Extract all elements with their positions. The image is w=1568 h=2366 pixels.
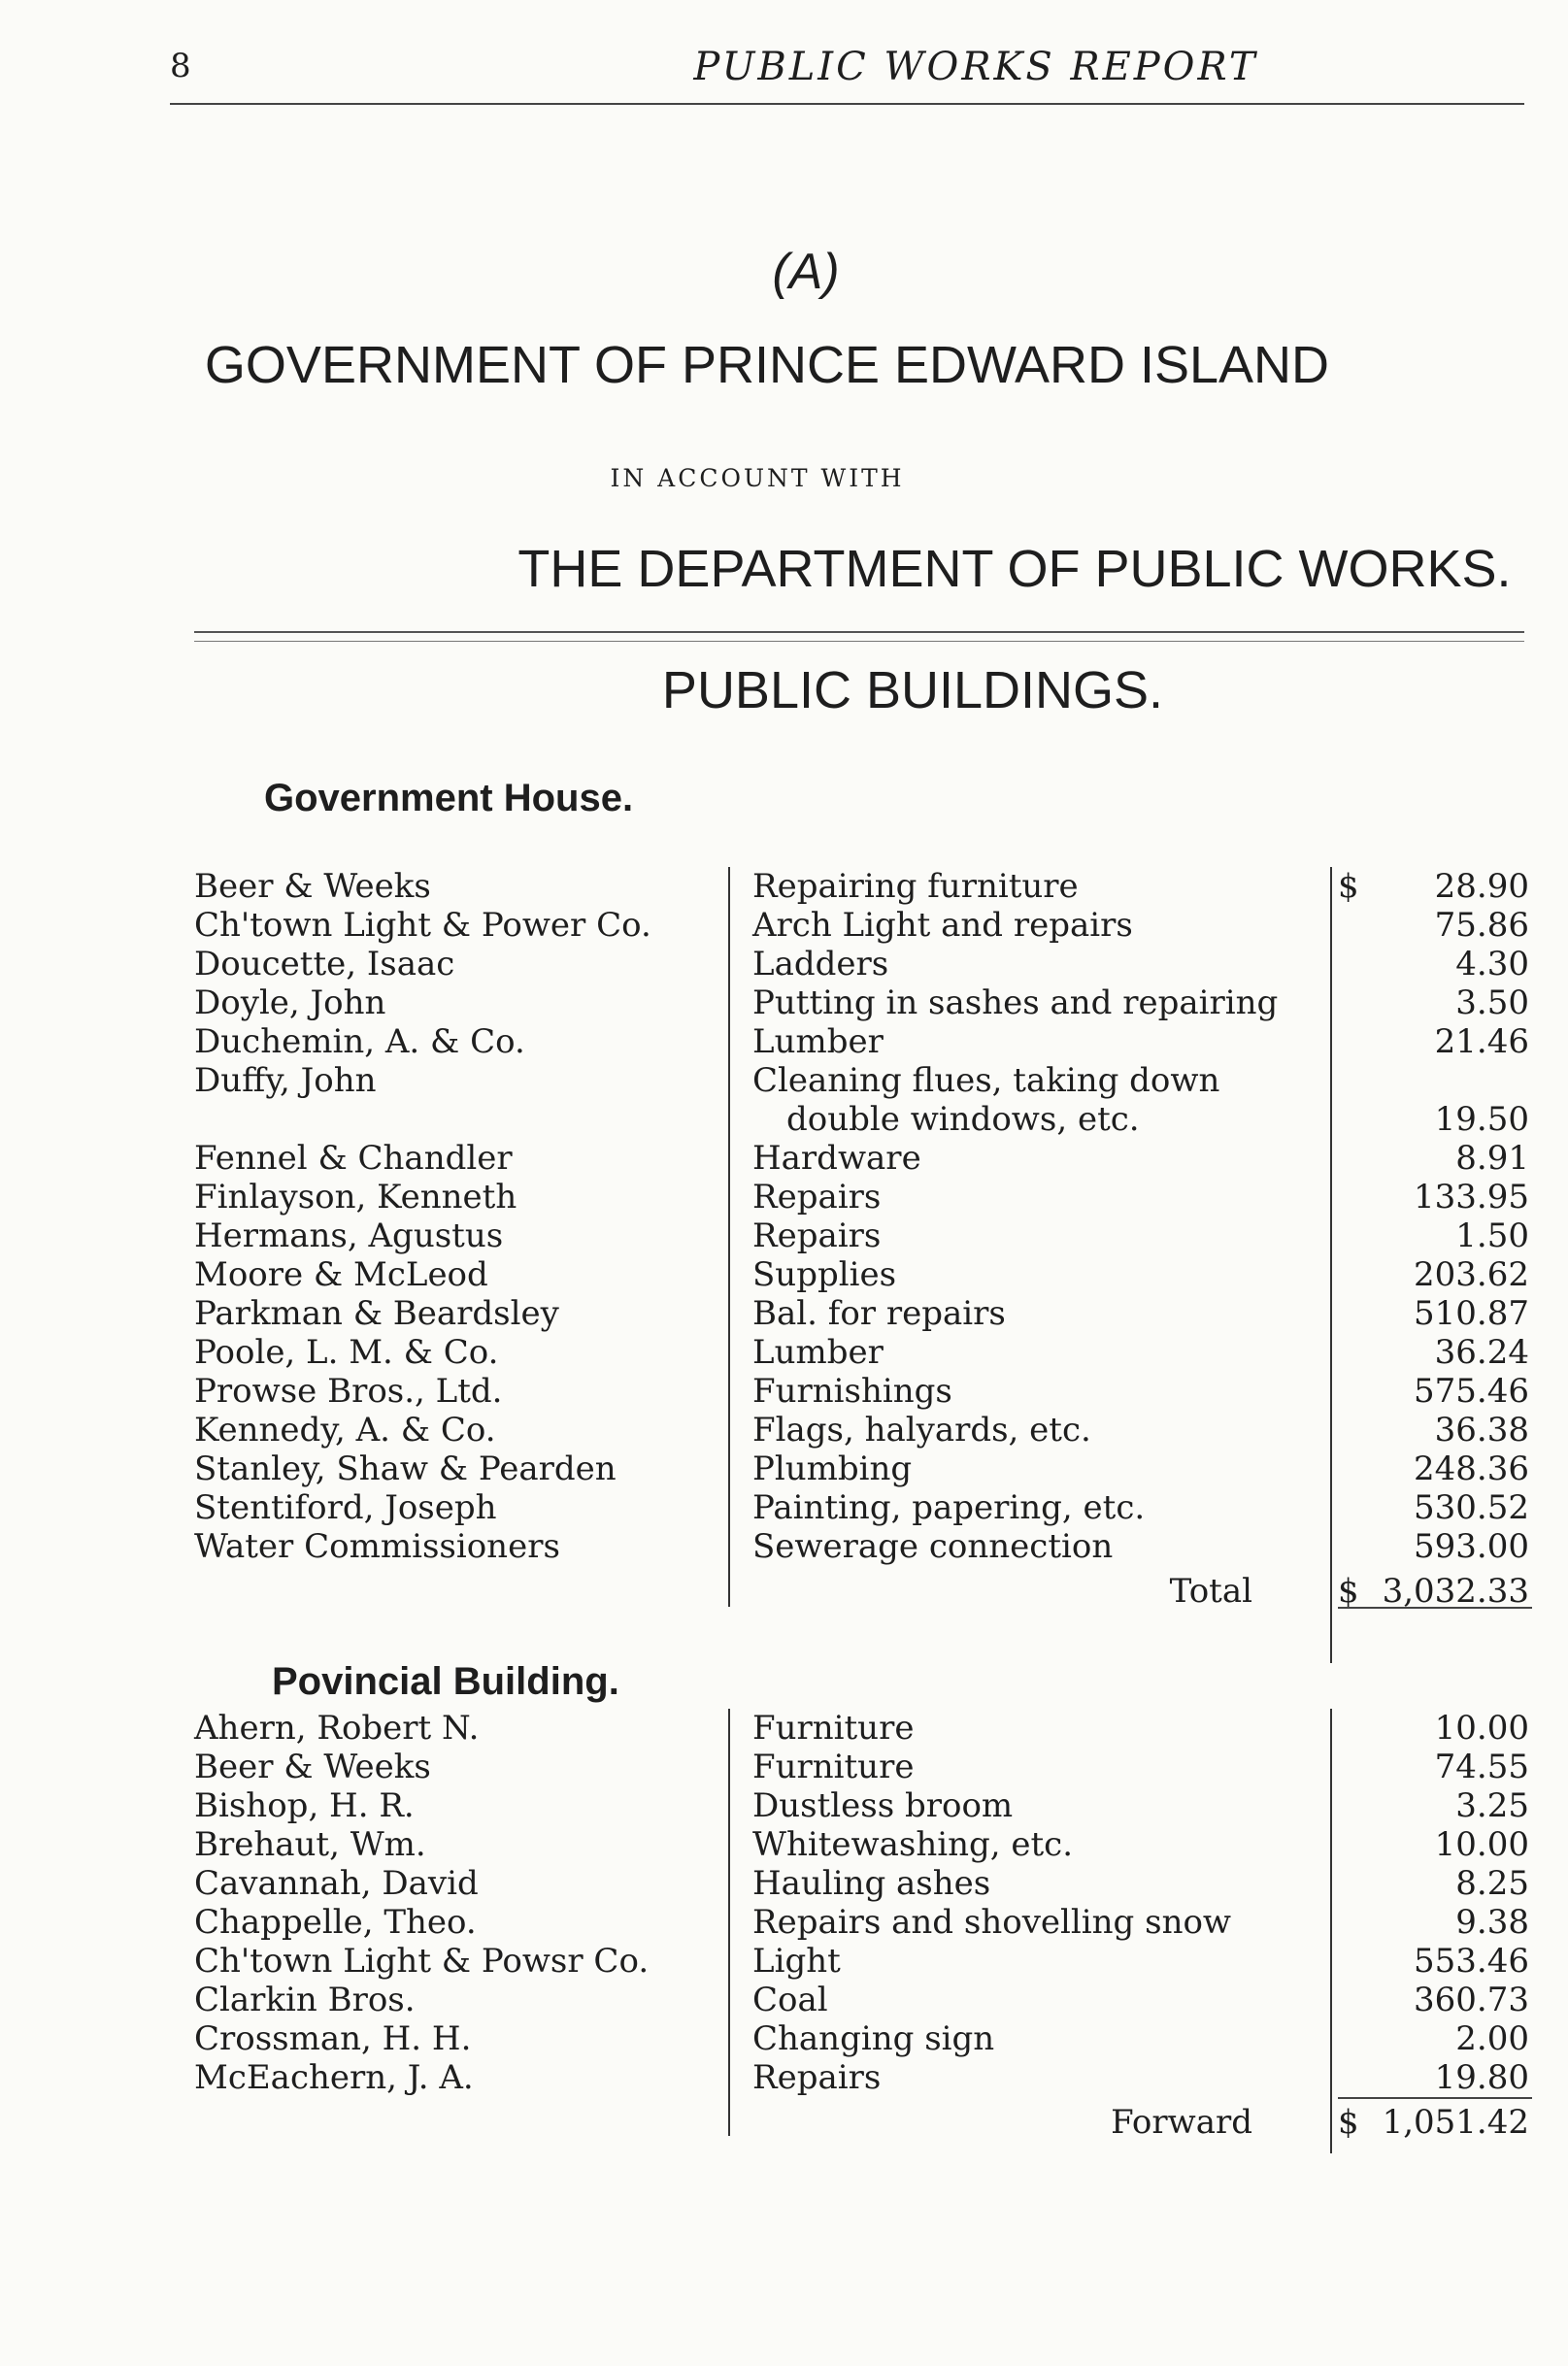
table-row xyxy=(0,983,1568,1022)
payee-name: Brehaut, Wm. xyxy=(194,1825,426,1864)
payee-name: Chappelle, Theo. xyxy=(194,1903,477,1942)
government-house-title: Government House. xyxy=(264,777,634,819)
item-description: Changing sign xyxy=(752,2019,995,2058)
item-description: Furnishings xyxy=(752,1372,952,1411)
table-row xyxy=(0,2058,1568,2097)
table-row xyxy=(0,2019,1568,2058)
provincial-building-title: Povincial Building. xyxy=(272,1660,619,1703)
payee-name: Moore & McLeod xyxy=(194,1255,488,1294)
item-description: Coal xyxy=(752,1981,828,2019)
table-row xyxy=(0,1864,1568,1903)
table-row xyxy=(0,1527,1568,1566)
amount: 8.91 xyxy=(1455,1139,1529,1178)
government-heading: GOVERNMENT OF PRINCE EDWARD ISLAND xyxy=(204,336,1330,394)
table-row xyxy=(0,945,1568,983)
section-heading: PUBLIC BUILDINGS. xyxy=(661,661,1164,719)
table-row xyxy=(0,867,1568,906)
amount: 9.38 xyxy=(1455,1903,1529,1942)
item-description: Repairs and shovelling snow xyxy=(752,1903,1232,1942)
payee-name: Kennedy, A. & Co. xyxy=(194,1411,496,1450)
table-row xyxy=(0,1100,1568,1139)
forward-amount: 1,051.42 xyxy=(1382,2103,1529,2142)
table-row xyxy=(0,906,1568,945)
amount: 8.25 xyxy=(1455,1864,1529,1903)
amount: 3.25 xyxy=(1455,1786,1529,1825)
payee-name: Stanley, Shaw & Pearden xyxy=(194,1450,617,1488)
item-description: Furniture xyxy=(752,1748,915,1786)
total-row xyxy=(0,1572,1568,1611)
payee-name: Ahern, Robert N. xyxy=(194,1709,480,1748)
amount: 10.00 xyxy=(1434,1825,1529,1864)
item-description: Bal. for repairs xyxy=(752,1294,1006,1333)
payee-name: Water Commissioners xyxy=(194,1527,560,1566)
amount: 36.38 xyxy=(1434,1411,1529,1450)
payee-name: Parkman & Beardsley xyxy=(194,1294,559,1333)
payee-name: Doucette, Isaac xyxy=(194,945,455,983)
table-row xyxy=(0,1488,1568,1527)
in-account-with: IN ACCOUNT WITH xyxy=(610,464,905,492)
payee-name: Beer & Weeks xyxy=(194,867,431,906)
amount: 4.30 xyxy=(1455,945,1529,983)
table-row xyxy=(0,1411,1568,1450)
item-description: Flags, halyards, etc. xyxy=(752,1411,1091,1450)
item-description: Repairing furniture xyxy=(752,867,1079,906)
item-description: Supplies xyxy=(752,1255,897,1294)
amount: 10.00 xyxy=(1434,1709,1529,1748)
item-description: Lumber xyxy=(752,1333,884,1372)
amount: 593.00 xyxy=(1414,1527,1529,1566)
table-row xyxy=(0,1903,1568,1942)
table-row xyxy=(0,1139,1568,1178)
item-description: Repairs xyxy=(752,1178,882,1216)
forward-label: Forward xyxy=(1111,2103,1252,2142)
amount: 2.00 xyxy=(1455,2019,1529,2058)
table-row xyxy=(0,1216,1568,1255)
amount: 203.62 xyxy=(1414,1255,1529,1294)
payee-name: Duchemin, A. & Co. xyxy=(194,1022,525,1061)
table-row xyxy=(0,1178,1568,1216)
payee-name: Fennel & Chandler xyxy=(194,1139,513,1178)
item-description: Plumbing xyxy=(752,1450,913,1488)
item-description: Sewerage connection xyxy=(752,1527,1114,1566)
payee-name: Clarkin Bros. xyxy=(194,1981,416,2019)
item-description: Putting in sashes and repairing xyxy=(752,983,1279,1022)
amount: 553.46 xyxy=(1414,1942,1529,1981)
amount: 133.95 xyxy=(1414,1178,1529,1216)
amount: 575.46 xyxy=(1414,1372,1529,1411)
table-row xyxy=(0,1942,1568,1981)
table-row xyxy=(0,1709,1568,1748)
payee-name: Prowse Bros., Ltd. xyxy=(194,1372,503,1411)
payee-name: Crossman, H. H. xyxy=(194,2019,472,2058)
amount: 360.73 xyxy=(1414,1981,1529,2019)
table-row xyxy=(0,1022,1568,1061)
table-row xyxy=(0,1981,1568,2019)
government-house-table xyxy=(0,867,1568,1611)
item-description: Repairs xyxy=(752,1216,882,1255)
item-description: Ladders xyxy=(752,945,889,983)
item-description: Hauling ashes xyxy=(752,1864,991,1903)
item-description: Repairs xyxy=(752,2058,882,2097)
table-row xyxy=(0,1450,1568,1488)
item-description: Dustless broom xyxy=(752,1786,1014,1825)
amount: 1.50 xyxy=(1455,1216,1529,1255)
table-row xyxy=(0,1333,1568,1372)
item-description: Hardware xyxy=(752,1139,921,1178)
payee-name: Beer & Weeks xyxy=(194,1748,431,1786)
table-row xyxy=(0,1786,1568,1825)
amount: 510.87 xyxy=(1414,1294,1529,1333)
payee-name: McEachern, J. A. xyxy=(194,2058,474,2097)
amount: 36.24 xyxy=(1434,1333,1529,1372)
double-rule xyxy=(194,631,1524,642)
table-row xyxy=(0,1061,1568,1100)
item-description: Painting, papering, etc. xyxy=(752,1488,1146,1527)
amount: 248.36 xyxy=(1414,1450,1529,1488)
table-row xyxy=(0,1825,1568,1864)
amount: 28.90 xyxy=(1434,867,1529,906)
payee-name: Hermans, Agustus xyxy=(194,1216,504,1255)
table-row xyxy=(0,1372,1568,1411)
provincial-building-table xyxy=(0,1709,1568,2142)
amount: 75.86 xyxy=(1434,906,1529,945)
item-description: Furniture xyxy=(752,1709,915,1748)
amount: 3.50 xyxy=(1455,983,1529,1022)
item-description: Cleaning flues, taking down xyxy=(752,1061,1220,1100)
table-row xyxy=(0,1748,1568,1786)
page-number: 8 xyxy=(170,47,191,85)
schedule-reference: (A) xyxy=(772,244,840,300)
amount: 530.52 xyxy=(1414,1488,1529,1527)
dollar-sign: $ xyxy=(1338,1572,1359,1611)
amount: 19.80 xyxy=(1434,2058,1529,2097)
dollar-sign: $ xyxy=(1338,2103,1359,2142)
payee-name: Finlayson, Kenneth xyxy=(194,1178,517,1216)
payee-name: Cavannah, David xyxy=(194,1864,479,1903)
item-description: Light xyxy=(752,1942,841,1981)
department-heading: THE DEPARTMENT OF PUBLIC WORKS. xyxy=(517,540,1512,598)
payee-name: Doyle, John xyxy=(194,983,386,1022)
payee-name: Stentiford, Joseph xyxy=(194,1488,497,1527)
total-label: Total xyxy=(1169,1572,1252,1611)
table-row xyxy=(0,1255,1568,1294)
amount: 74.55 xyxy=(1434,1748,1529,1786)
amount: 21.46 xyxy=(1434,1022,1529,1061)
item-description: Lumber xyxy=(752,1022,884,1061)
item-description: Whitewashing, etc. xyxy=(752,1825,1074,1864)
payee-name: Duffy, John xyxy=(194,1061,377,1100)
dollar-sign: $ xyxy=(1338,867,1359,906)
payee-name: Ch'town Light & Powsr Co. xyxy=(194,1942,650,1981)
payee-name: Bishop, H. R. xyxy=(194,1786,415,1825)
table-row xyxy=(0,1294,1568,1333)
running-title: PUBLIC WORKS REPORT xyxy=(693,45,1258,89)
item-description: Arch Light and repairs xyxy=(752,906,1133,945)
payee-name: Poole, L. M. & Co. xyxy=(194,1333,499,1372)
payee-name: Ch'town Light & Power Co. xyxy=(194,906,651,945)
item-description: double windows, etc. xyxy=(786,1100,1140,1139)
forward-row xyxy=(0,2103,1568,2142)
running-header xyxy=(170,39,1524,105)
amount: 19.50 xyxy=(1434,1100,1529,1139)
total-amount: 3,032.33 xyxy=(1382,1572,1529,1611)
